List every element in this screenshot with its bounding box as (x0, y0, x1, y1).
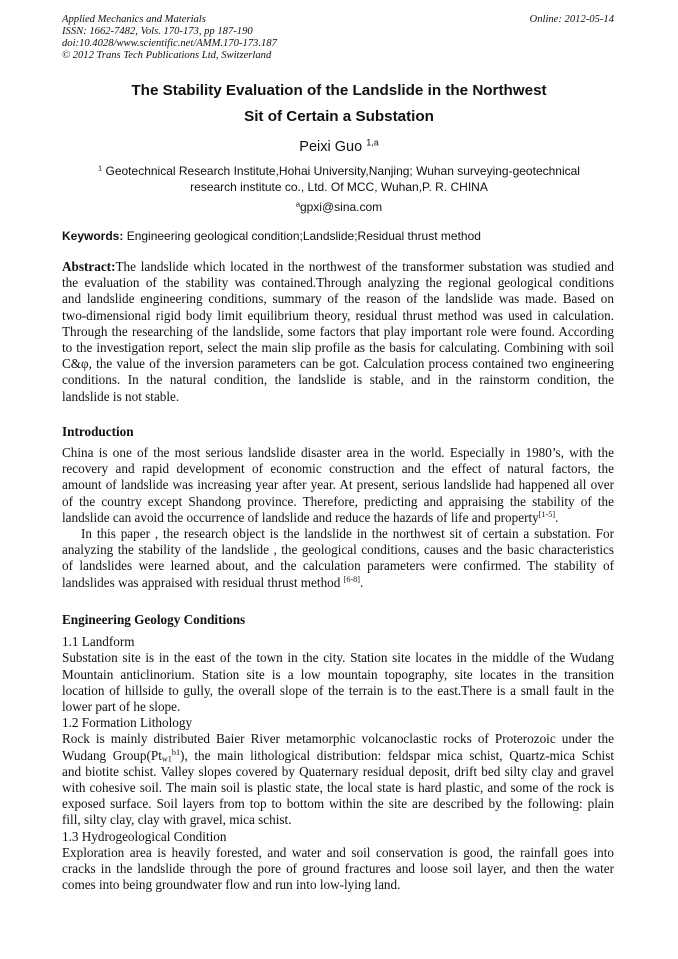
text-line (62, 575, 614, 591)
author-name: Peixi Guo (299, 139, 363, 155)
text-line: 1.2 Formation Lithology (62, 715, 193, 731)
keywords-text: Engineering geological condition;Landslide;Residual thrust method (123, 229, 481, 243)
text-line: the evaluation of the stability was contained.Through analyzing the regional geological conditions (62, 275, 614, 291)
text-section (62, 612, 614, 893)
author (0, 139, 678, 155)
affiliation-sup: 1 (98, 163, 103, 173)
text-line: landslide is not stable. (62, 388, 180, 404)
text-line: of landslides were learned about, and the calculation parameters were confirmed. The stability of (62, 558, 614, 574)
keywords-label: Keywords: (62, 229, 124, 243)
text-line: Substation site is in the east of the town in the city. Station site locates in the middle of the Wudang (62, 650, 614, 666)
text-line (62, 748, 614, 764)
text-section (62, 259, 614, 405)
text-line: lower part of he slope. (62, 699, 181, 715)
issn: ISSN: 1662-7482, Vols. 170-173, pp 187-190 (62, 26, 253, 37)
text-line: exposed surface. Soil layers from top to bottom within the site are described by the following: plain (62, 796, 614, 812)
text-line: cracks in the landslide through the pore of ground fractures and loose soil layer, and then the water (62, 861, 614, 877)
email-address[interactable]: gpxi@sina.com (299, 200, 383, 214)
text-line: fill, silty clay, clay with gravel, mica schist. (62, 812, 292, 828)
text-line (62, 259, 614, 275)
journal-name: Applied Mechanics and Materials (62, 14, 206, 25)
text-line: Mountain anticlinorium. Station site is a low mountain topography, site locates in the transition (62, 666, 614, 682)
text-line: 1.3 Hydrogeological Condition (62, 828, 227, 844)
text-run: . (555, 509, 559, 525)
citation-superscript: [6-8] (343, 574, 360, 584)
text-run: ), the main lithological distribution: feldspar mica schist, Quartz-mica Schist (180, 747, 614, 763)
text-line: comes into being groundwater flow and run into low-lying land. (62, 877, 401, 893)
subscript: w1 (161, 754, 172, 764)
text-line: conditions. In the natural condition, the landslide is stable, and in the rainstorm condition, the (62, 372, 614, 388)
copyright: © 2012 Trans Tech Publications Ltd, Switzerland (62, 50, 272, 61)
citation-superscript: b1 (171, 747, 181, 757)
text-line: C&φ, the value of the inversion parameters can be got. Calculation process contained two engineering (62, 356, 614, 372)
text-run: Wudang Group(Pt (62, 747, 162, 763)
email-sup: a (295, 199, 300, 209)
affiliation-line2: research institute co., Ltd. Of MCC, Wuhan,P. R. CHINA (190, 179, 488, 194)
text-line: In this paper , the research object is the landslide in the northwest sit of certain a substation. For (81, 526, 614, 542)
text-run: . (360, 574, 364, 590)
text-section (62, 424, 614, 446)
text-line: China is one of the most serious landslide disaster area in the world. Especially in 1980’s, with the (62, 445, 614, 460)
author-sup: 1,a (366, 137, 379, 148)
paper-title-line2: Sit of Certain a Substation (244, 108, 434, 125)
journal-header (62, 14, 614, 62)
text-line: of the country except Shandong province. Therefore, predicting and appraising the stability of the (62, 493, 614, 509)
text-line (62, 510, 614, 526)
text-line: recovery and rapid development of economic construction and the effect of natural factors, the (62, 461, 614, 477)
text-line: two-dimensional rigid body limit equilibrium theory, residual thrust method was used in calculation. (62, 307, 614, 323)
text-line: amount of landslide was increasing year after year. At present, serious landslide had happened all over (62, 477, 614, 493)
text-line: with cohesive soil. The main soil is plastic state, the local state is hard plastic, and some of the rock is (62, 780, 614, 796)
email (0, 200, 678, 214)
text-run: The landslide which located in the northwest of the transformer substation was studied and (115, 259, 614, 274)
text-line: Rock is mainly distributed Baier River metamorphic volcanoclastic rocks of Proterozoic under the (62, 731, 614, 747)
section-heading: Introduction (62, 424, 134, 439)
text-line: to the investigation report, select the main slip profile as the basis for calculating. Combining with soil (62, 340, 614, 356)
text-run: landslide can avoid the occurrence of landslide and reduce the hazards of life and property (62, 509, 539, 525)
text-line: and biotite schist. Valley slopes covered by Quaternary residual deposit, drift bed silty clay and gravel (62, 763, 614, 779)
keywords (62, 229, 481, 243)
text-line: location of hillside to gully, the overall slope of the terrain is to the east.There is a small fault in the (62, 682, 614, 698)
text-line: Exploration area is heavily forested, and water and soil conservation is good, the rainfall goes into (62, 844, 614, 860)
text-line: Through the researching of the landslide, some factors that play important role were found. According (62, 323, 614, 339)
text-run: landslides was appraised with residual thrust method (62, 574, 344, 590)
inline-heading: Abstract: (62, 259, 116, 274)
text-line: analyzing the stability of the landslide , the geological conditions, causes and the basic characteristics (62, 542, 614, 558)
text-line: 1.1 Landform (62, 634, 135, 650)
citation-superscript: [1-5] (538, 509, 556, 519)
affiliation-line1: Geotechnical Research Institute,Hohai University,Nanjing; Wuhan surveying-geotechnical (105, 164, 580, 178)
affiliation (0, 164, 678, 195)
online-date: Online: 2012-05-14 (529, 14, 614, 25)
text-line: and landslide engineering conditions, summary of the reason of the landslide was made. Based on (62, 291, 614, 307)
paper-title-line1: The Stability Evaluation of the Landslide in the Northwest (131, 82, 547, 99)
doi[interactable]: doi:10.4028/www.scientific.net/AMM.170-173.187 (62, 38, 277, 49)
text-section (62, 445, 614, 591)
section-heading: Engineering Geology Conditions (62, 612, 246, 627)
